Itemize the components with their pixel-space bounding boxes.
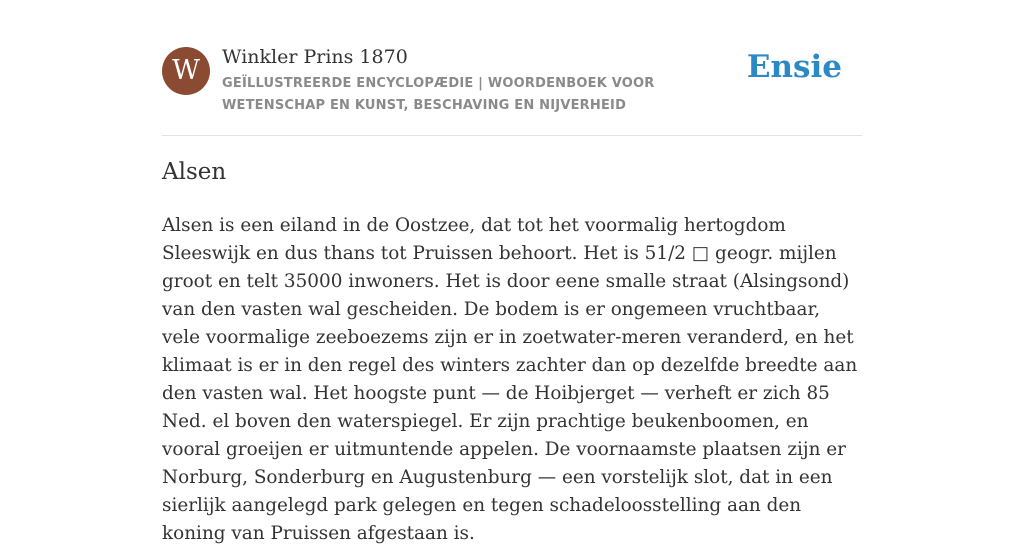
source-subtitle: GEÏLLUSTREERDE ENCYCLOPÆDIE | WOORDENBOEK VOOR WETENSCHAP EN KUNST, BESCHAVING EN NIJVERHEID: [222, 76, 655, 113]
entry-body: Alsen is een eiland in de Oostzee, dat tot het voormalig hertogdom Sleeswijk en dus thans tot Pruissen behoort. Het is 51/2 □ geogr. mijlen groot en telt 35000 inwoners. Het is door eene smalle straat (Alsingsond) van den vasten wal gescheiden. De bodem is er ongemeen vruchtbaar, vele voormalige zeeboezems zijn er in zoetwater-meren veranderd, en het klimaat is er in den regel des winters zachter dan op dezelfde breedte aan den vasten wal. Het hoogste punt — de Hoibjerget — verheft er zich 85 Ned. el boven den waterspiegel. Er zijn prachtige beukenboomen, en vooral groeijen er uitmuntende appelen. De voornaamste plaatsen zijn er Norburg, Sonderburg en Augustenburg — een vorstelijk slot, dat in een sierlijk aangelegd park gelegen en tegen schadeloosstelling aan den koning van Pruissen afgestaan is.: [162, 215, 858, 544]
source-avatar[interactable]: W: [162, 47, 210, 95]
ensie-logo[interactable]: Ensie: [746, 49, 842, 85]
source-header: [162, 45, 862, 135]
header-divider: [162, 135, 862, 136]
source-title[interactable]: Winkler Prins 1870: [222, 46, 408, 68]
entry-title: Alsen: [162, 159, 227, 185]
